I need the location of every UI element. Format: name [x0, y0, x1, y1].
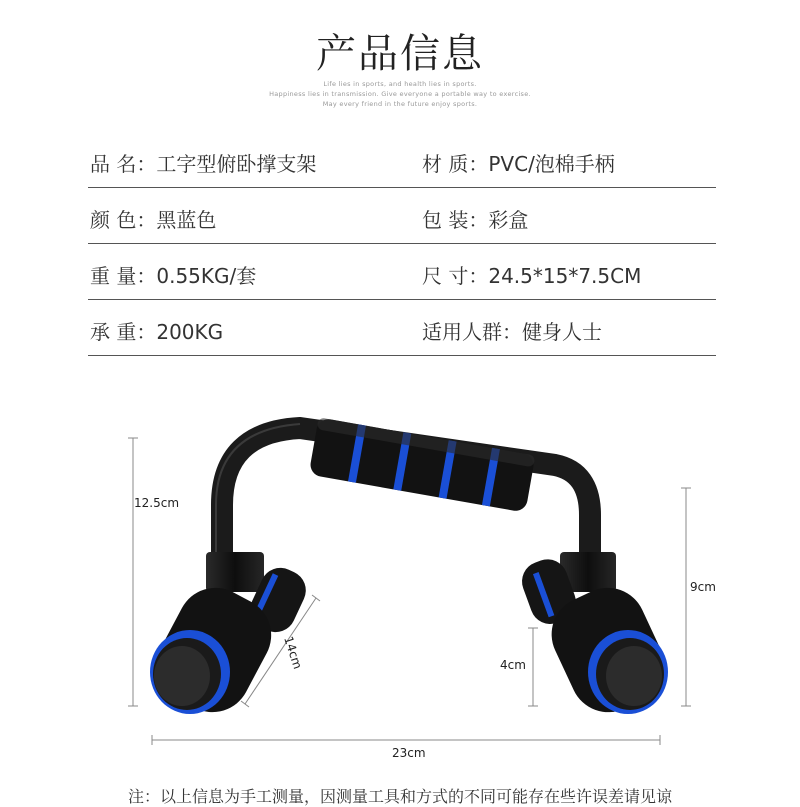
spec-table: [88, 132, 716, 356]
spec-material: 材 质：PVC/泡棉手柄: [422, 152, 615, 176]
spec-packaging: 包 装：彩盒: [422, 208, 529, 232]
slogan-line-2: Happiness lies in transmission. Give everyone a portable way to exercise.: [269, 90, 531, 98]
spec-load: 承 重：200KG: [90, 320, 224, 344]
dimension-width-label: 23cm: [392, 746, 426, 760]
page-title: 产品信息: [316, 31, 484, 77]
spec-weight: 重 量：0.55KG/套: [90, 264, 257, 288]
dimension-height-side-line: [681, 488, 691, 706]
dimension-foot-height-label: 4cm: [500, 658, 526, 672]
dimension-height-total-line: [128, 438, 138, 706]
spec-product-name: 品 名：工字型俯卧撑支架: [90, 152, 317, 176]
dimension-width-line: [152, 735, 660, 745]
left-joint-sleeve: [206, 552, 264, 592]
spec-users: 适用人群：健身人士: [422, 320, 602, 344]
dimension-foot-length-label: 14cm: [281, 634, 305, 671]
slogan-line-3: May every friend in the future enjoy sports.: [322, 100, 478, 108]
product-figure: [0, 400, 800, 770]
dimension-height-total-label: 12.5cm: [134, 496, 180, 510]
spec-color: 颜 色：黑蓝色: [90, 208, 217, 232]
spec-size: 尺 寸：24.5*15*7.5CM: [422, 264, 642, 288]
top-foam-grip: [309, 417, 536, 512]
spec-row: [88, 188, 716, 244]
spec-row: [88, 300, 716, 356]
measurement-note: 注：以上信息为手工测量，因测量工具和方式的不同可能存在些许误差请见谅: [128, 787, 673, 806]
spec-row: [88, 244, 716, 300]
slogan-line-1: Life lies in sports, and health lies in sports.: [323, 80, 477, 88]
dimension-foot-height-line: [528, 628, 538, 706]
spec-row: [88, 132, 716, 188]
dimension-height-side-label: 9cm: [690, 580, 716, 594]
